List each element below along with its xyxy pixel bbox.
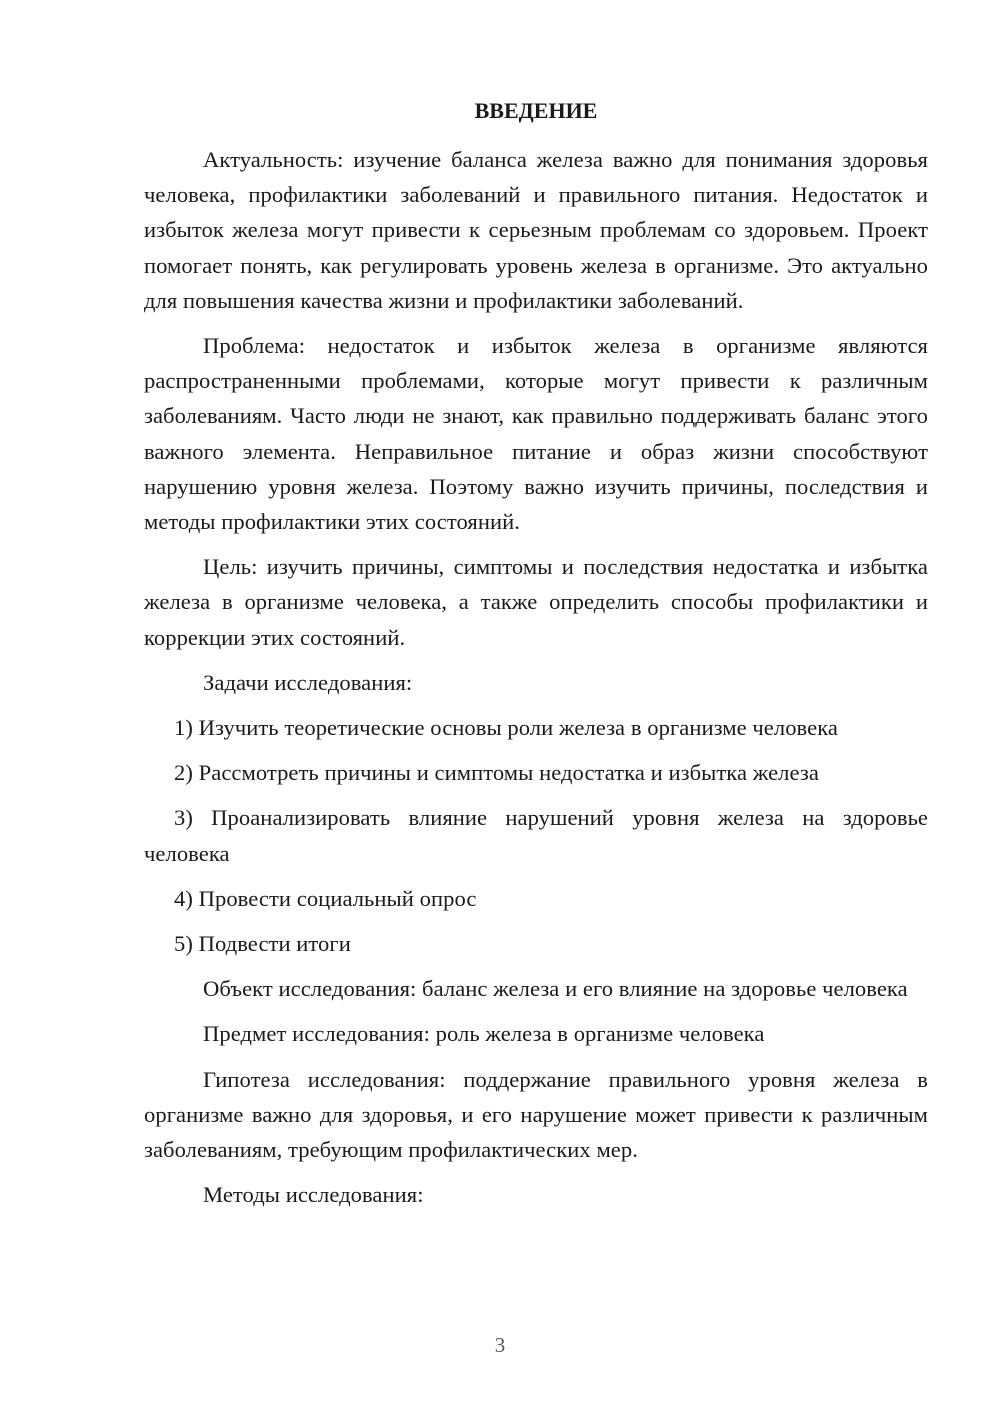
tasks-heading: Задачи исследования:	[203, 669, 413, 695]
hypothesis-paragraph: Гипотеза исследования: поддержание правильного уровня железа в организме важно для здоровья, и его нарушение может привести к различным заболеваниям, требующим профилактических мер.	[144, 1066, 928, 1163]
subject-paragraph: Предмет исследования: роль железа в организме человека	[203, 1021, 765, 1047]
object-paragraph: Объект исследования: баланс железа и его влияние на здоровье человека	[203, 976, 908, 1002]
relevance-paragraph: Актуальность: изучение баланса железа важно для понимания здоровья человека, профилактики заболеваний и правильного питания. Недостаток и избыток железа могут привести к серьезным проблемам со здоровьем. Проект помогает понять, как регулировать уровень железа в организме. Это актуально для повышения качества жизни и профилактики заболеваний.	[144, 147, 928, 313]
task-item-3: 3) Проанализировать влияние нарушений уровня железа на здоровье человека	[144, 805, 928, 866]
page-number: 3	[494, 1333, 506, 1357]
document-body	[144, 142, 928, 1222]
task-item-5: 5) Подвести итоги	[174, 931, 351, 957]
problem-paragraph: Проблема: недостаток и избыток железа в организме являются распространенными проблемами, которые могут привести к различным заболеваниям. Часто люди не знают, как правильно поддерживать баланс этого важного элемента. Неправильное питание и образ жизни способствуют нарушению уровня железа. Поэтому важно изучить причины, последствия и методы профилактики этих состояний.	[144, 333, 928, 535]
task-item-4: 4) Провести социальный опрос	[174, 885, 477, 911]
methods-paragraph: Методы исследования:	[203, 1182, 424, 1208]
goal-paragraph: Цель: изучить причины, симптомы и последствия недостатка и избытка железа в организме человека, а также определить способы профилактики и коррекции этих состояний.	[144, 554, 928, 650]
page-title: ВВЕДЕНИЕ	[474, 98, 598, 123]
task-item-1: 1) Изучить теоретические основы роли железа в организме человека	[174, 715, 838, 741]
task-item-2: 2) Рассмотреть причины и симптомы недостатка и избытка железа	[174, 760, 819, 786]
